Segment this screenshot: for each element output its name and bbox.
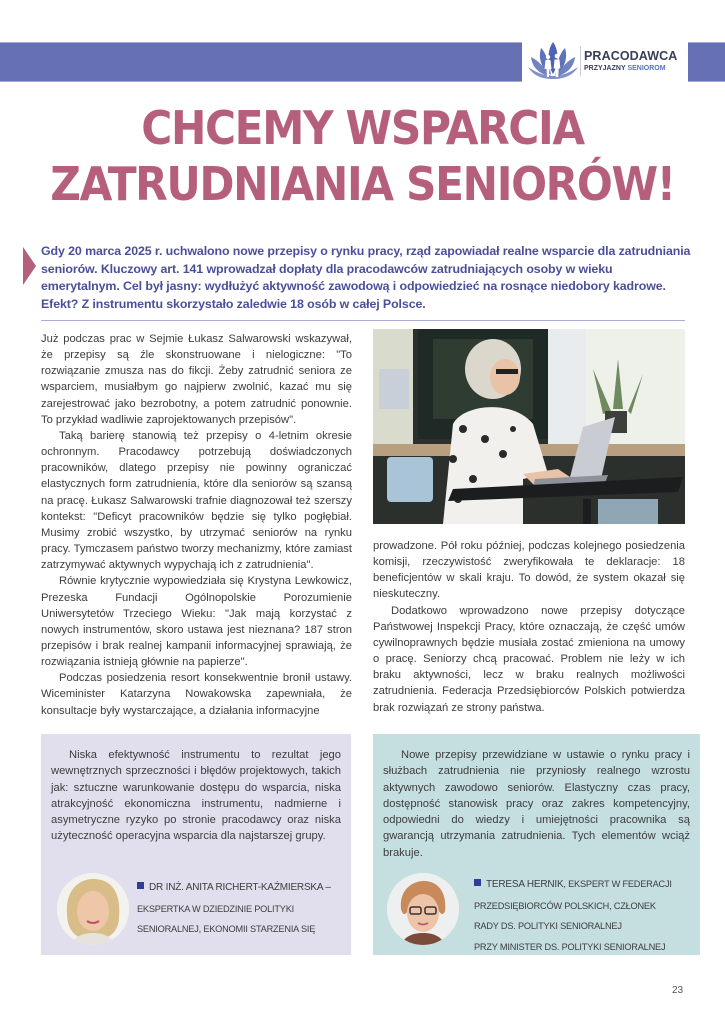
author-name: TERESA HERNIK [486, 879, 564, 890]
paragraph: Już podczas prac w Sejmie Łukasz Salwarowski wskazywał, że przepisy są źle skonstruowane i nielogiczne: "To rozwiązanie zmusza nas do fikcji. Żeby zatrudnić seniora ze wsparciem, musiałbym go najpierw zwolnić, kazać mu się zarejestrować jako bezrobotny, a potem zatrudnić ponownie. To przykład wadliwie zaprojektowanych przepisów". [41, 333, 352, 426]
expert-author [474, 874, 694, 957]
article-photo [373, 329, 685, 524]
senior-woman-laptop-image [373, 329, 685, 524]
author-title-line: SENIORALNEJ, EKONOMII STARZENIA SIĘ [137, 924, 316, 934]
expert-quote [51, 747, 341, 845]
paragraph: Taką barierę stanowią też przepisy o 4-letnim okresie ochronnym. Pracodawcy potrzebują doświadczonych pracowników, dlatego przepisy nie powinny ograniczać elastycznych form zatrudnienia, które dla seniorów są szansą na pracę. Łukasz Salwarowski trafnie diagnozował też szerszy kontekst: "Deficyt pracowników będzie się tylko pogłębiał. Musimy zrobić wszystko, by utrzymać seniorów na rynku pracy. Tymczasem państwo tworzy mechanizmy, które zamiast zatrzymywać aktywnych wypychają ich z zatrudnienia". [41, 429, 352, 572]
lotus-with-people-icon [527, 40, 579, 82]
right-column [373, 538, 685, 716]
title-line-1: CHCEMY WSPARCIA [141, 101, 584, 155]
article-lead: Gdy 20 marca 2025 r. uchwalono nowe przepisy o rynku pracy, rząd zapowiadał realne wsparcie dla zatrudniania seniorów. Kluczowy art. 141 wprowadzał dopłaty dla pracodawców zatrudniających osoby w wieku emerytalnym. Cel był jasny: wydłużyć aktywność zawodową i odpowiedzieć na rosnące niedobory kadrowe. Efekt? Z instrumentu skorzystało zaledwie 18 osób w całej Polsce. [41, 244, 691, 311]
header-bar-end [688, 42, 725, 82]
divider [41, 320, 685, 321]
author-title-line: EKSPERTKA W DZIEDZINIE POLITYKI [137, 903, 294, 914]
expert-box-hernik [373, 734, 700, 955]
square-bullet-icon [137, 882, 144, 889]
article-title [29, 100, 696, 212]
left-column [41, 331, 352, 719]
expert-portrait-image [57, 873, 129, 945]
square-bullet-icon [474, 879, 481, 886]
author-name: DR INŻ. ANITA RICHERT-KAŹMIERSKA – [149, 882, 331, 893]
expert-portrait-image [387, 873, 459, 945]
avatar [57, 873, 129, 945]
logo-title: PRACODAWCA [584, 49, 678, 64]
avatar [387, 873, 459, 945]
paragraph: Dodatkowo wprowadzono nowe przepisy dotyczące Państwowej Inspekcji Pracy, które oznaczają, że część umów cywilnoprawnych będzie musiała zostać zmieniona na umowy o pracę. Seniorzy chcą pracować. Problem nie leży w ich braku aktywności, lecz w braku realnych możliwości zatrudnienia. Federacja Przedsiębiorców Polskich potwierdza brak rozwiązań ze strony państwa. [373, 604, 685, 714]
paragraph: Podczas posiedzenia resort konsekwentnie bronił ustawy. Wiceminister Katarzyna Nowakowska zapewniała, że konsultacje były wystarczające, a działania informacyjne [41, 672, 352, 717]
paragraph: Równie krytycznie wypowiedziała się Krystyna Lewkowicz, Prezeska Fundacji Ogólnopolskie Porozumienie Uniwersytetów Trzeciego Wieku: "Jak mają korzystać z nowych instrumentów, skoro ustawa jest nieznana? 187 stron przepisów i brak realnej kampanii informacyjnej sprawiają, że rozwiązania istnieją głównie na papierze". [41, 575, 352, 669]
author-title-line: RADY DS. POLITYKI SENIORALNEJ [474, 921, 622, 931]
pracodawca-logo [527, 38, 685, 84]
expert-box-richert-kazmierska [41, 734, 351, 955]
title-line-2: ZATRUDNIANIA SENIORÓW! [50, 157, 675, 211]
expert-author [137, 877, 347, 940]
author-title-line: , EKSPERT W FEDERACJI [563, 879, 672, 889]
logo-subtitle-part1: PRZYJAZNY [584, 64, 628, 72]
logo-subtitle-accent: SENIOROM [627, 64, 666, 72]
author-title-line: PRZY MINISTER DS. POLITYKI SENIORALNEJ [474, 941, 666, 952]
lead-arrow-icon [23, 247, 36, 285]
author-title-line: PRZEDSIĘBIORCÓW POLSKICH, CZŁONEK [474, 900, 656, 911]
logo-separator [580, 46, 581, 76]
paragraph: prowadzone. Pół roku później, podczas kolejnego posiedzenia komisji, rzeczywistość zweryfikowała te deklaracje: 18 beneficjentów w skali kraju. To dowód, że system okazał się nieskuteczny. [373, 540, 685, 601]
header-bar [0, 42, 522, 82]
expert-quote-text: Niska efektywność instrumentu to rezultat jego wewnętrznych sprzeczności i błędów projektowych, takich jak: sztuczne warunkowanie dostępu do wsparcia, niska atrakcyjność ekonomiczna instrumentu, nadmierne i asymetryczne ryzyko po stronie pracodawcy oraz niska użyteczność operacyjna wsparcia dla najstarszej grupy. [51, 749, 341, 843]
page-number: 23 [672, 985, 684, 996]
logo-subtitle [584, 65, 677, 72]
expert-quote-text: Nowe przepisy przewidziane w ustawie o rynku pracy i służbach zatrudnienia nie przyniosły realnego wzrostu aktywnych zawodowo seniorów. Elastyczny czas pracy, dostępność stanowisk pracy oraz zakres kompetencyjny, odpowiedni do wiedzy i umiejętności pracownika są gwarancją utrzymania zatrudnienia. Tych elementów wciąż brakuje. [383, 749, 690, 859]
expert-quote [383, 747, 690, 861]
